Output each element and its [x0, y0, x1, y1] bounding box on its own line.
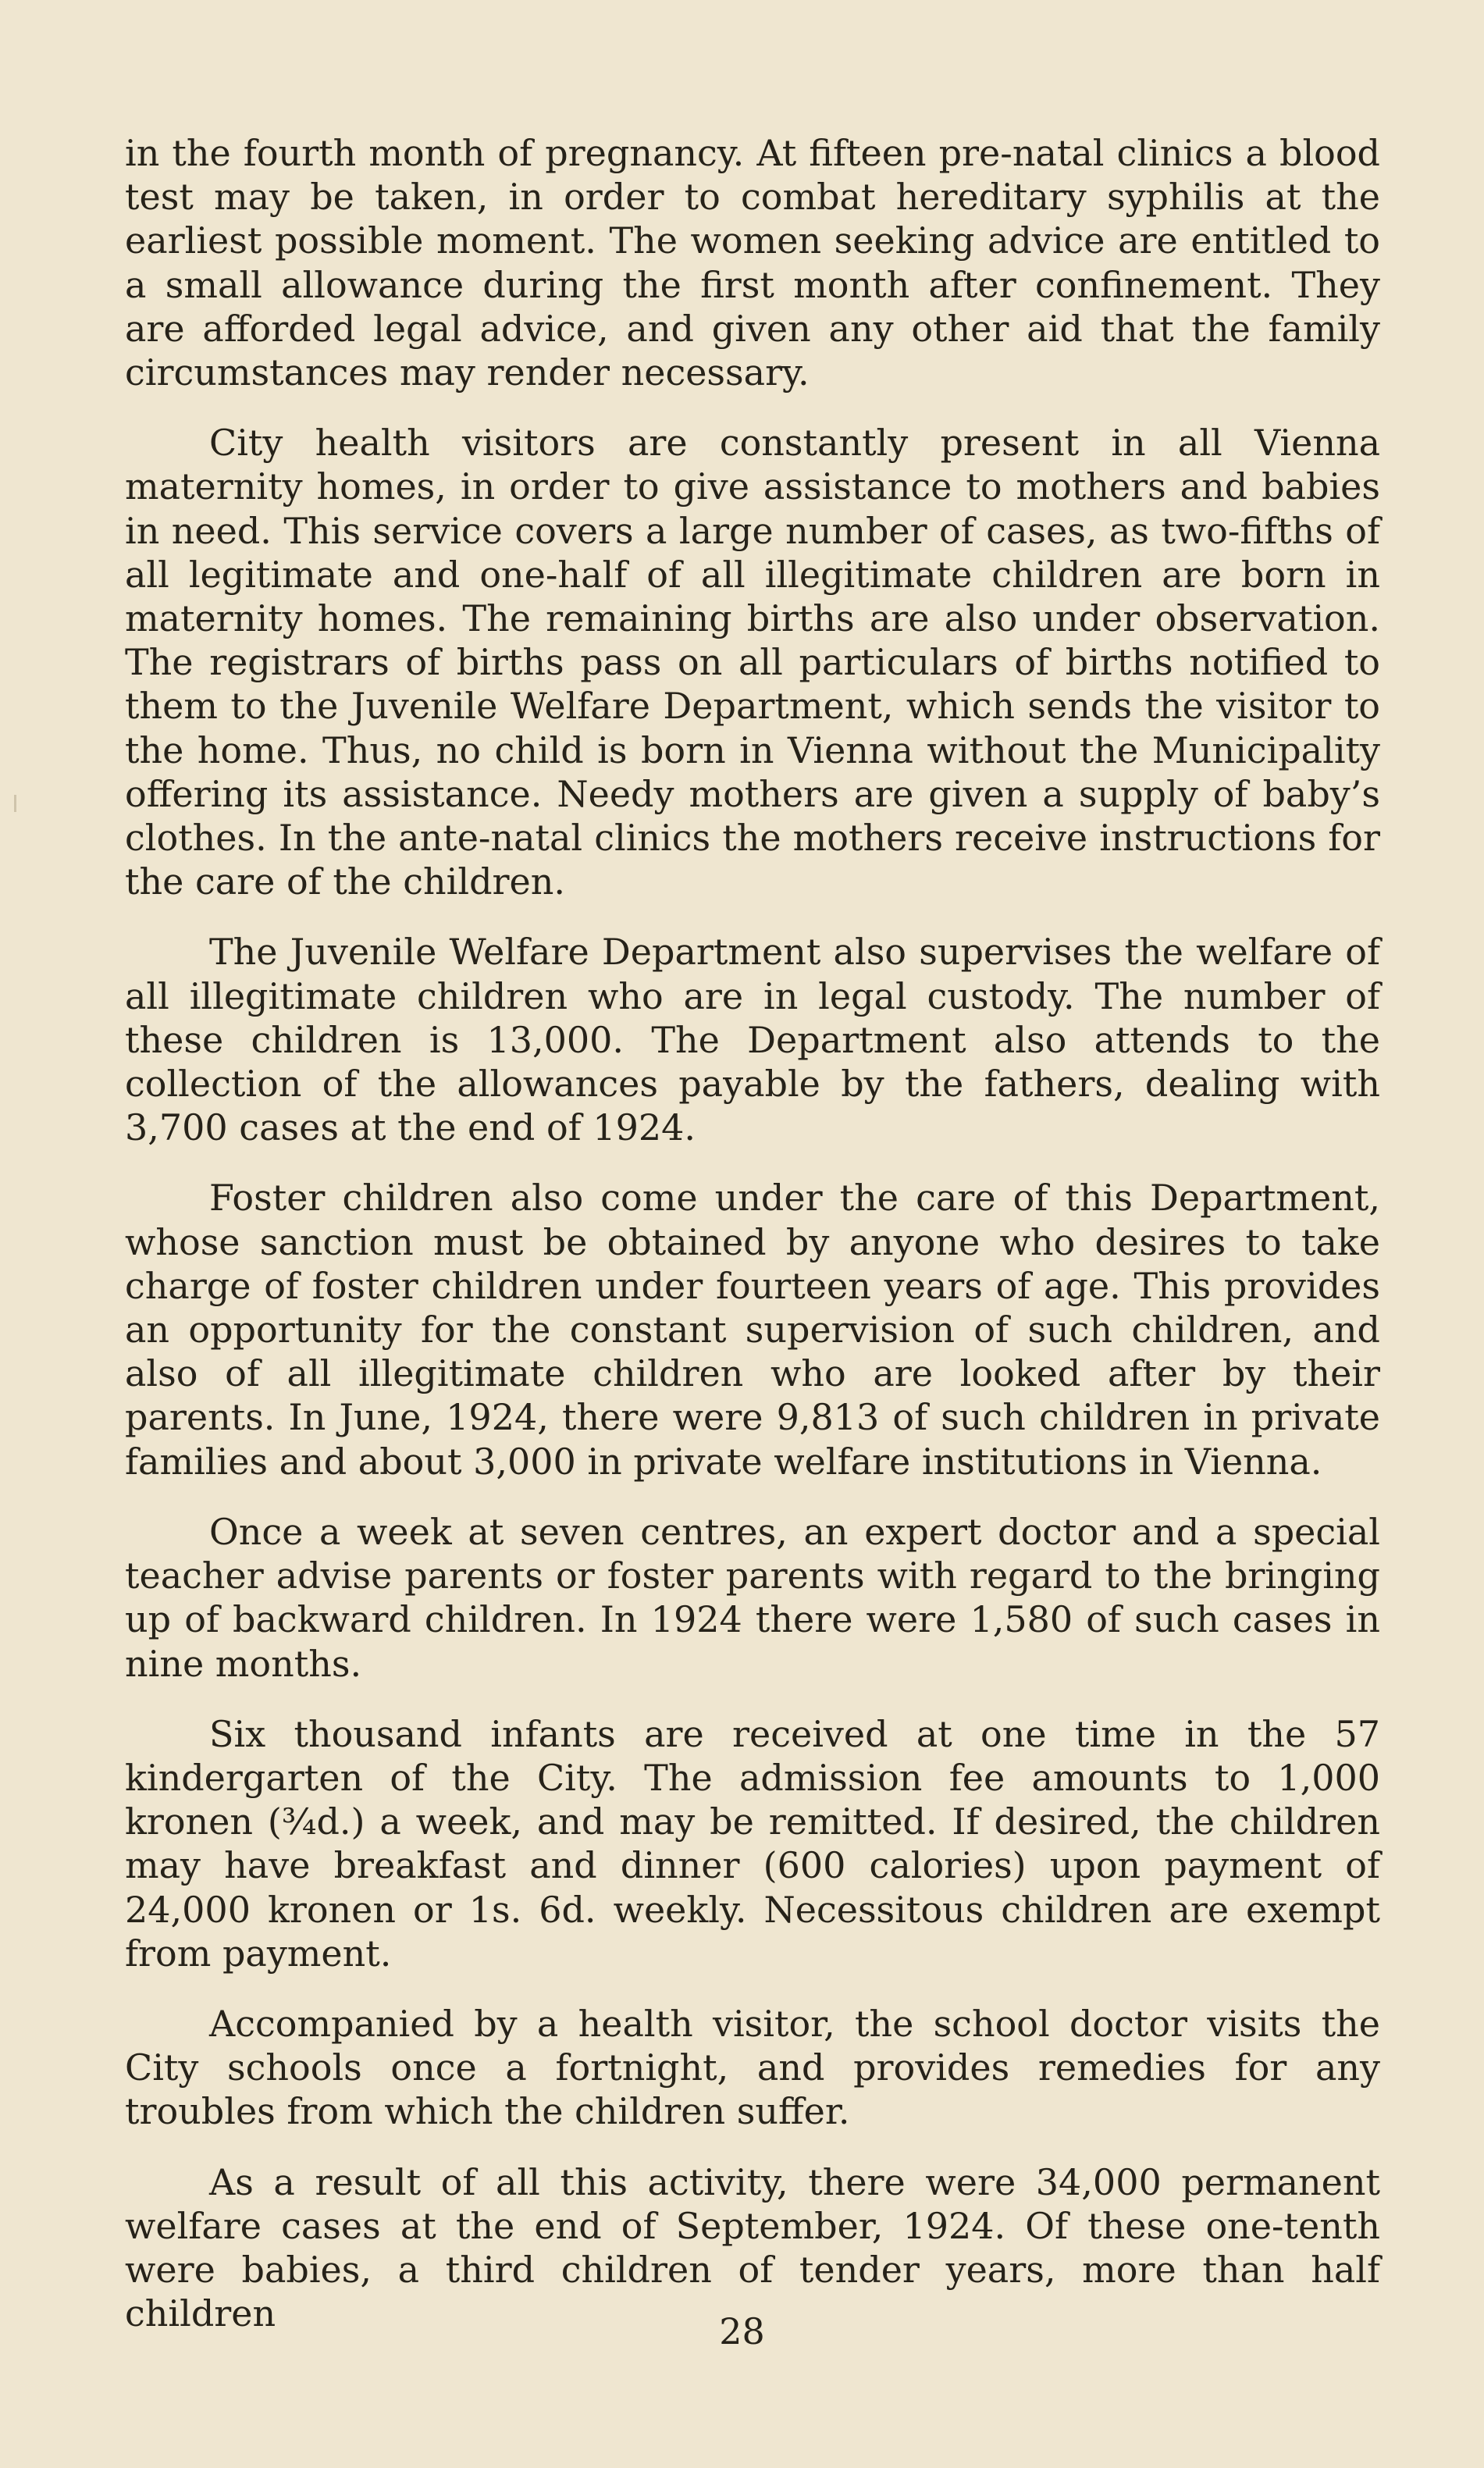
paragraph-3: The Juvenile Welfare Department also supervises the welfare of all illegitimate children who are in legal custody. The number of these children is 13,000. The Department also attends to the collection of the allowances payable by the fathers, dealing with 3,700 cases at the end of 1924. — [125, 931, 1380, 1149]
margin-mark — [14, 795, 16, 812]
paragraph-1: in the fourth month of pregnancy. At fifteen pre-natal clinics a blood test may be taken, in order to combat hereditary syphilis at the earliest possible moment. The women seeking advice are entitled to a small allowance during the first month after confinement. They are afforded legal advice, and given any other aid that the family circumstances may render necessary. — [125, 132, 1380, 394]
body-text — [125, 131, 1380, 2362]
paragraph-2: City health visitors are constantly present in all Vienna maternity homes, in order to give assistance to mothers and babies in need. This service covers a large number of cases, as two-fifths of all legitimate and one-half of all illegitimate children are born in maternity homes. The remaining births are also under observation. The registrars of births pass on all particulars of births notified to them to the Juvenile Welfare Department, which sends the visitor to the home. Thus, no child is born in Vienna without the Municipality offering its assistance. Needy mothers are given a supply of baby’s clothes. In the ante-natal clinics the mothers receive instructions for the care of the children. — [125, 422, 1380, 903]
paragraph-4: Foster children also come under the care of this Department, whose sanction must be obtained by anyone who desires to take charge of foster children under fourteen years of age. This provides an opportunity for the constant supervision of such children, and also of all illegitimate children who are looked after by their parents. In June, 1924, there were 9,813 of such children in private families and about 3,000 in private welfare institutions in Vienna. — [125, 1177, 1380, 1483]
paragraph-6: Six thousand infants are received at one time in the 57 kindergarten of the City. The admission fee amounts to 1,000 kronen (¾d.) a week, and may be remitted. If desired, the children may have breakfast and dinner (600 calories) upon payment of 24,000 kronen or 1s. 6d. weekly. Necessitous children are exempt from payment. — [125, 1712, 1380, 1975]
paragraph-5: Once a week at seven centres, an expert doctor and a special teacher advise parents or foster parents with regard to the bringing up of backward children. In 1924 there were 1,580 of such cases in nine months. — [125, 1510, 1380, 1685]
page-number: 28 — [719, 2310, 765, 2352]
paragraph-8: As a result of all this activity, there were 34,000 permanent welfare cases at the end of September, 1924. Of these one-tenth were babies, a third children of tender years, more than half children — [125, 2160, 1380, 2335]
paragraph-7: Accompanied by a health visitor, the school doctor visits the City schools once a fortnight, and provides remedies for any troubles from which the children suffer. — [125, 2002, 1380, 2133]
